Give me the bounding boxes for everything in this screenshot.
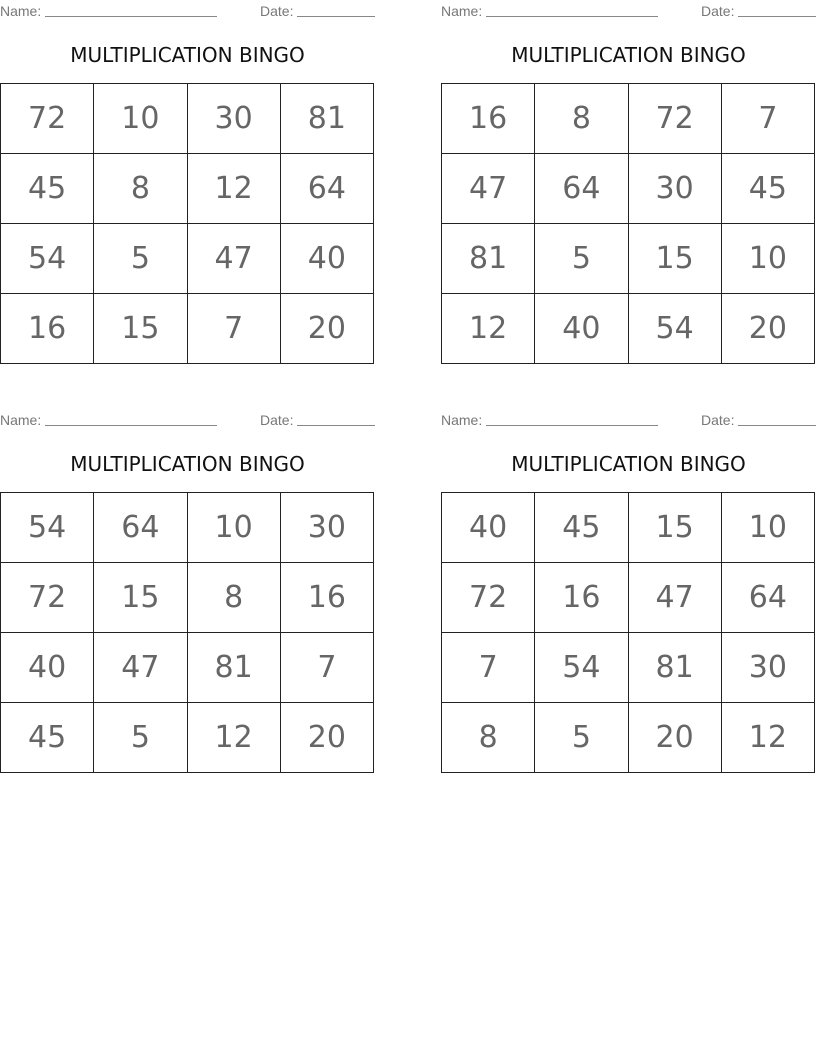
grid-cell: 54 — [1, 224, 94, 294]
grid-cell: 64 — [94, 493, 187, 563]
grid-cell: 5 — [535, 224, 628, 294]
grid-cell: 30 — [280, 493, 373, 563]
bingo-grid — [441, 83, 815, 364]
grid-row — [442, 633, 815, 703]
grid-cell: 45 — [535, 493, 628, 563]
grid-cell: 40 — [442, 493, 535, 563]
grid-row — [1, 703, 374, 773]
grid-cell: 20 — [280, 294, 373, 364]
grid-cell: 45 — [1, 703, 94, 773]
grid-row — [442, 703, 815, 773]
grid-cell: 12 — [721, 703, 814, 773]
name-label: Name: — [0, 412, 42, 428]
grid-cell: 72 — [628, 84, 721, 154]
grid-cell: 8 — [187, 563, 280, 633]
grid-cell: 8 — [94, 154, 187, 224]
date-line — [738, 425, 816, 426]
grid-cell: 54 — [535, 633, 628, 703]
date-label: Date: — [260, 412, 294, 428]
grid-cell: 15 — [628, 493, 721, 563]
bingo-grid — [441, 492, 815, 773]
grid-cell: 47 — [94, 633, 187, 703]
grid-row — [442, 563, 815, 633]
card-title: MULTIPLICATION BINGO — [511, 43, 746, 67]
grid-cell: 45 — [1, 154, 94, 224]
grid-row — [442, 154, 815, 224]
grid-cell: 7 — [442, 633, 535, 703]
grid-cell: 81 — [187, 633, 280, 703]
date-label: Date: — [701, 3, 735, 19]
date-label: Date: — [701, 412, 735, 428]
grid-cell: 72 — [1, 563, 94, 633]
grid-cell: 72 — [442, 563, 535, 633]
grid-cell: 64 — [721, 563, 814, 633]
grid-cell: 8 — [442, 703, 535, 773]
date-label: Date: — [260, 3, 294, 19]
grid-cell: 10 — [721, 224, 814, 294]
grid-cell: 15 — [94, 563, 187, 633]
grid-cell: 20 — [628, 703, 721, 773]
grid-row — [1, 563, 374, 633]
name-label: Name: — [441, 412, 483, 428]
grid-cell: 64 — [280, 154, 373, 224]
grid-row — [442, 493, 815, 563]
name-line — [486, 425, 658, 426]
card-header — [441, 412, 816, 428]
grid-cell: 64 — [535, 154, 628, 224]
grid-cell: 12 — [187, 154, 280, 224]
date-line — [297, 16, 375, 17]
grid-cell: 7 — [280, 633, 373, 703]
grid-cell: 30 — [721, 633, 814, 703]
grid-cell: 12 — [187, 703, 280, 773]
grid-row — [1, 633, 374, 703]
grid-cell: 45 — [721, 154, 814, 224]
grid-cell: 15 — [628, 224, 721, 294]
card-header — [0, 412, 376, 428]
grid-cell: 16 — [280, 563, 373, 633]
bingo-grid — [0, 83, 374, 364]
grid-cell: 10 — [187, 493, 280, 563]
grid-row — [1, 224, 374, 294]
grid-cell: 81 — [628, 633, 721, 703]
grid-cell: 12 — [442, 294, 535, 364]
grid-row — [1, 493, 374, 563]
grid-cell: 40 — [1, 633, 94, 703]
grid-cell: 81 — [442, 224, 535, 294]
grid-cell: 15 — [94, 294, 187, 364]
name-label: Name: — [0, 3, 42, 19]
grid-row — [1, 84, 374, 154]
name-line — [486, 16, 658, 17]
grid-cell: 8 — [535, 84, 628, 154]
grid-cell: 10 — [94, 84, 187, 154]
grid-cell: 30 — [628, 154, 721, 224]
grid-row — [1, 154, 374, 224]
grid-cell: 20 — [721, 294, 814, 364]
name-line — [45, 16, 217, 17]
card-title: MULTIPLICATION BINGO — [511, 452, 746, 476]
grid-row — [442, 224, 815, 294]
grid-cell: 40 — [280, 224, 373, 294]
grid-cell: 54 — [628, 294, 721, 364]
grid-cell: 5 — [94, 224, 187, 294]
grid-cell: 47 — [628, 563, 721, 633]
grid-row — [442, 84, 815, 154]
grid-cell: 5 — [94, 703, 187, 773]
grid-cell: 47 — [187, 224, 280, 294]
date-line — [738, 16, 816, 17]
grid-row — [1, 294, 374, 364]
card-header — [441, 3, 816, 19]
card-header — [0, 3, 376, 19]
grid-cell: 40 — [535, 294, 628, 364]
grid-cell: 47 — [442, 154, 535, 224]
card-title: MULTIPLICATION BINGO — [70, 452, 305, 476]
grid-cell: 16 — [535, 563, 628, 633]
bingo-grid — [0, 492, 374, 773]
date-line — [297, 425, 375, 426]
grid-cell: 16 — [1, 294, 94, 364]
name-line — [45, 425, 217, 426]
grid-cell: 7 — [187, 294, 280, 364]
grid-row — [442, 294, 815, 364]
grid-cell: 54 — [1, 493, 94, 563]
grid-cell: 5 — [535, 703, 628, 773]
name-label: Name: — [441, 3, 483, 19]
grid-cell: 72 — [1, 84, 94, 154]
grid-cell: 10 — [721, 493, 814, 563]
grid-cell: 7 — [721, 84, 814, 154]
card-title: MULTIPLICATION BINGO — [70, 43, 305, 67]
grid-cell: 20 — [280, 703, 373, 773]
grid-cell: 30 — [187, 84, 280, 154]
grid-cell: 81 — [280, 84, 373, 154]
grid-cell: 16 — [442, 84, 535, 154]
